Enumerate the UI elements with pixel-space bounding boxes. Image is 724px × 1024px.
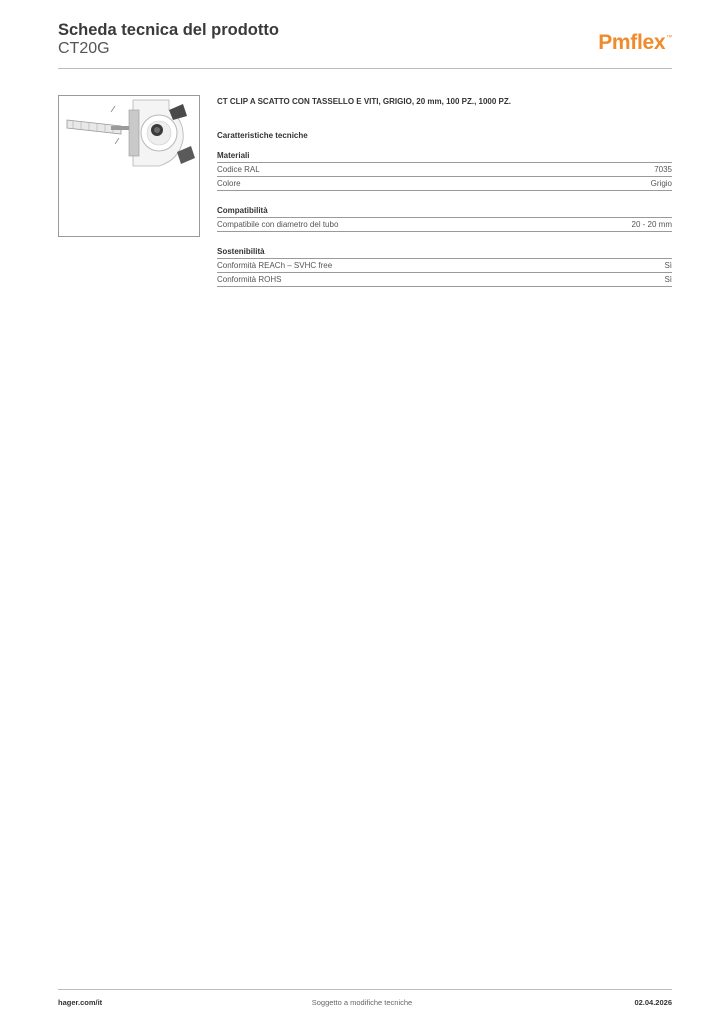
- product-description: CT CLIP A SCATTO CON TASSELLO E VITI, GRIGIO, 20 mm, 100 PZ., 1000 PZ.: [217, 97, 511, 106]
- header-divider: [58, 68, 672, 69]
- product-content: [217, 96, 672, 287]
- spec-label: Conformità REACh – SVHC free: [217, 261, 333, 270]
- spec-value: Sì: [664, 261, 672, 270]
- footer-divider: [58, 989, 672, 990]
- spec-row: [217, 218, 672, 232]
- section-title: Materiali: [217, 142, 672, 163]
- footer-note: Soggetto a modifiche tecniche: [311, 998, 413, 1007]
- spec-section-sostenibilita: [217, 232, 672, 287]
- section-title: Sostenibilità: [217, 232, 672, 259]
- page-title: Scheda tecnica del prodotto: [58, 21, 279, 39]
- spec-label: Compatibile con diametro del tubo: [217, 220, 339, 229]
- spec-row: [217, 177, 672, 191]
- spec-value: 20 - 20 mm: [631, 220, 672, 229]
- pipe-clip-product-image: [59, 96, 199, 236]
- section-title: Compatibilità: [217, 191, 672, 218]
- spec-row: [217, 163, 672, 177]
- spec-row: [217, 259, 672, 273]
- product-image: [58, 95, 200, 237]
- spec-section-compatibilita: [217, 191, 672, 232]
- product-code: CT20G: [58, 40, 110, 57]
- brand-logo: [598, 31, 672, 55]
- spec-value: Grigio: [650, 179, 672, 188]
- spec-label: Codice RAL: [217, 165, 260, 174]
- technical-characteristics-title: Caratteristiche tecniche: [217, 131, 308, 140]
- spec-value: 7035: [654, 165, 672, 174]
- footer-date: 02.04.2026: [634, 998, 672, 1007]
- spec-section-materiali: [217, 142, 672, 191]
- spec-row: [217, 273, 672, 287]
- brand-name: Pmflex: [598, 31, 666, 54]
- footer-website: hager.com/it: [58, 998, 103, 1007]
- spec-label: Conformità ROHS: [217, 275, 282, 284]
- brand-trademark: ™: [666, 35, 672, 41]
- spec-label: Colore: [217, 179, 241, 188]
- spec-value: Sì: [664, 275, 672, 284]
